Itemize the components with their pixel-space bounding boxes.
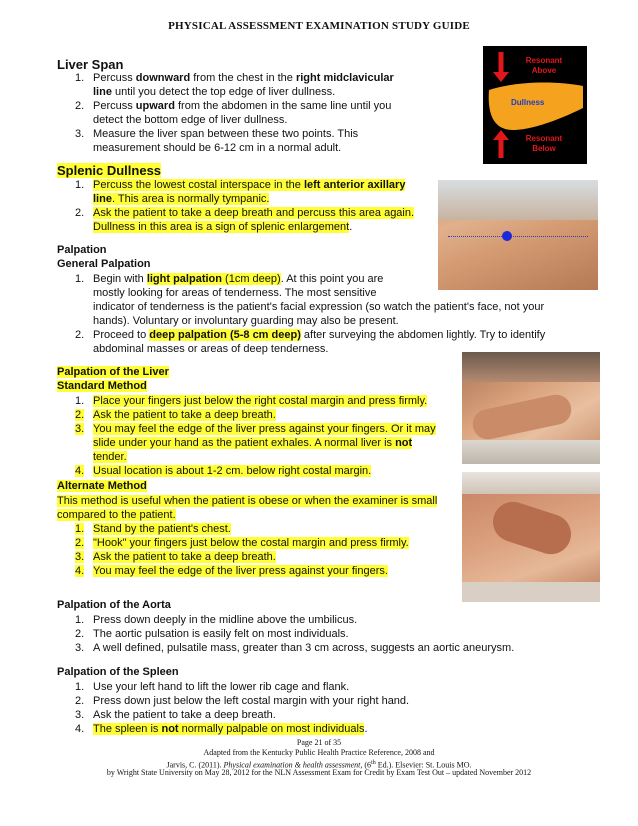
page-number: Page 21 of 35 (296, 738, 342, 747)
list-item: A well defined, pulsatile mass, greater than 3 cm across, suggests an aortic aneurysm. (93, 642, 515, 654)
footer-credit-line: Adapted from the Kentucky Public Health Practice Reference, 2008 and (203, 748, 435, 757)
arrow-down-head-icon (493, 72, 509, 82)
list-number: 2. (75, 207, 85, 219)
list-number: 4. (75, 465, 85, 477)
list-item-cont: Dullness in this area is a sign of splenic enlargement. (93, 221, 353, 233)
list-item: Ask the patient to take a deep breath and percuss this area again. (93, 207, 415, 219)
list-number: 1. (75, 523, 85, 535)
liver-percussion-diagram (483, 46, 587, 164)
list-item: Use your left hand to lift the lower rib cage and flank. (93, 681, 350, 693)
splenic-percussion-photo (438, 180, 598, 290)
list-item-cont: measurement should be 6-12 cm in a normal adult. (93, 142, 342, 154)
list-item: The spleen is not normally palpable on most individuals. (93, 723, 368, 735)
alternate-method-heading: Alternate Method (57, 480, 147, 492)
list-item: Ask the patient to take a deep breath. (93, 551, 276, 563)
list-item-cont: line until you detect the top edge of liver dullness. (93, 86, 336, 98)
list-item: Begin with light palpation (1cm deep). At this point you are (93, 273, 384, 285)
list-item-cont: detect the bottom edge of liver dullness. (93, 114, 288, 126)
list-item: Press down deeply in the midline above the umbilicus. (93, 614, 358, 626)
list-number: 4. (75, 565, 85, 577)
resonant-above-label: Resonant Above (525, 56, 563, 75)
photo-background (462, 472, 600, 494)
list-number: 3. (75, 551, 85, 563)
list-number: 2. (75, 100, 85, 112)
list-number: 3. (75, 128, 85, 140)
arrow-up-head-icon (493, 130, 509, 140)
examiner-hands (488, 497, 576, 560)
sheet (462, 582, 600, 602)
spleen-palpation-heading: Palpation of the Spleen (57, 666, 179, 678)
list-item: Press down just below the left costal margin with your right hand. (93, 695, 410, 707)
list-number: 1. (75, 681, 85, 693)
list-number: 3. (75, 709, 85, 721)
list-item: You may feel the edge of the liver press against your fingers. Or it may (93, 423, 436, 435)
list-number: 2. (75, 537, 85, 549)
list-item: Ask the patient to take a deep breath. (93, 709, 276, 721)
list-number: 1. (75, 614, 85, 626)
list-number: 3. (75, 423, 85, 435)
resonant-below-label: Resonant Below (525, 134, 563, 153)
list-number: 4. (75, 723, 85, 735)
list-number: 2. (75, 628, 85, 640)
list-number: 1. (75, 72, 85, 84)
list-item: "Hook" your fingers just below the costal margin and press firmly. (93, 537, 409, 549)
list-number: 2. (75, 329, 85, 341)
liver-palpation-heading: Palpation of the Liver (57, 366, 169, 378)
list-number: 1. (75, 395, 85, 407)
list-number: 3. (75, 642, 85, 654)
general-palpation-heading: General Palpation (57, 258, 151, 270)
list-item-cont: abdominal masses or areas of deep tenderness. (93, 343, 329, 355)
aorta-palpation-heading: Palpation of the Aorta (57, 599, 171, 611)
list-item-cont: tender. (93, 451, 127, 463)
list-item-cont: indicator of tenderness is the patient's facial expression (so watch the patient's face, not your (93, 301, 545, 313)
list-item-cont: line. This area is normally tympanic. (93, 193, 270, 205)
list-item: The aortic pulsation is easily felt on most individuals. (93, 628, 349, 640)
list-item-cont: hands). Voluntary or involuntary guarding may also be present. (93, 315, 399, 327)
liver-span-heading: Liver Span (57, 57, 124, 72)
dullness-label: Dullness (511, 98, 545, 107)
list-item: Percuss downward from the chest in the right midclavicular (93, 72, 394, 84)
list-item: Measure the liver span between these two points. This (93, 128, 359, 140)
page-header: PHYSICAL ASSESSMENT EXAMINATION STUDY GUIDE (168, 20, 470, 32)
sheet (462, 440, 600, 464)
footer-update-note: by Wright State University on May 28, 2012 for the NLN Assessment Exam for Credit by Exam Test Out – updated November 2012 (106, 768, 532, 777)
list-number: 1. (75, 179, 85, 191)
alternate-palpation-photo (462, 472, 600, 602)
list-number: 2. (75, 695, 85, 707)
alternate-description-cont: compared to the patient. (57, 509, 176, 521)
photo-background (438, 180, 598, 220)
list-item: Stand by the patient's chest. (93, 523, 231, 535)
axillary-line-marker (448, 236, 588, 237)
alternate-description: This method is useful when the patient is obese or when the examiner is small (57, 495, 438, 507)
list-item: Proceed to deep palpation (5-8 cm deep) after surveying the abdomen lightly. Try to identify (93, 329, 546, 341)
list-number: 2. (75, 409, 85, 421)
list-item: Ask the patient to take a deep breath. (93, 409, 276, 421)
list-item-cont: mostly looking for areas of tenderness. The most sensitive (93, 287, 377, 299)
list-item: Percuss upward from the abdomen in the same line until you (93, 100, 392, 112)
list-item: Usual location is about 1-2 cm. below right costal margin. (93, 465, 372, 477)
list-item: You may feel the edge of the liver press against your fingers. (93, 565, 388, 577)
palpation-heading: Palpation (57, 244, 107, 256)
liver-palpation-photo (462, 352, 600, 464)
list-item-cont: slide under your hand as the patient exhales. A normal liver is not (93, 437, 413, 449)
list-number: 1. (75, 273, 85, 285)
list-item: Percuss the lowest costal interspace in the left anterior axillary (93, 179, 406, 191)
splenic-dullness-heading: Splenic Dullness (57, 163, 162, 178)
standard-method-heading: Standard Method (57, 380, 147, 392)
footer-citation: Jarvis, C. (2011). Physical examination & health assessment, (6th Ed.). Elsevier: St. Louis MO. (166, 760, 472, 770)
percussion-point-dot (502, 231, 512, 241)
examiner-hand (470, 392, 574, 442)
photo-background (462, 352, 600, 382)
list-item: Place your fingers just below the right costal margin and press firmly. (93, 395, 428, 407)
